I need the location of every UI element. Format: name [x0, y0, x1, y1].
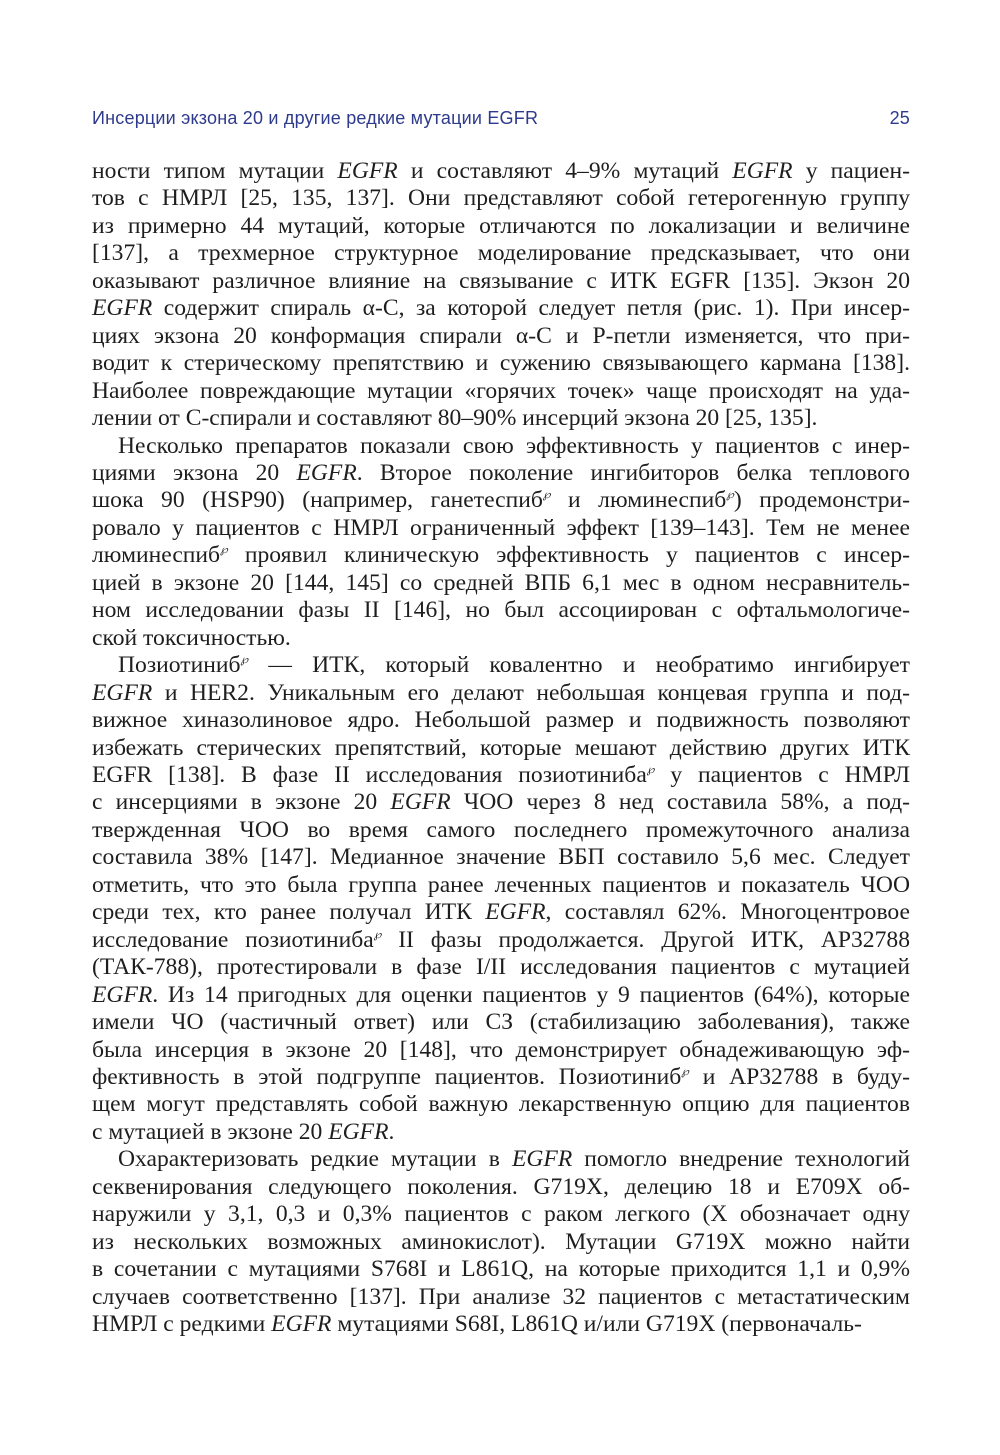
text-line: ном исследовании фазы II [146], но был ассоциирован с офтальмологиче-	[92, 597, 910, 624]
text-line: из примерно 44 мутаций, которые отличаются по локализации и величине	[92, 212, 910, 239]
text-line: с инсерциями в экзоне 20 EGFR ЧОО через 8 нед составила 58%, а под-	[92, 789, 910, 816]
text-line: из нескольких возможных аминокислот). Мутации G719X можно найти	[92, 1228, 910, 1255]
page-number: 25	[889, 108, 910, 128]
paragraph	[92, 1146, 910, 1338]
text-line: наружили у 3,1, 0,3 и 0,3% пациентов с раком легкого (Х обозначает одну	[92, 1201, 910, 1228]
text-line: EGFR. Из 14 пригодных для оценки пациентов у 9 пациентов (64%), которые	[92, 981, 910, 1008]
text-line: циях экзона 20 конформация спирали α-С и Р-петли изменяется, что при-	[92, 322, 910, 349]
text-line: с мутацией в экзоне 20 EGFR.	[92, 1118, 395, 1145]
text-line: ской токсичностью.	[92, 624, 291, 651]
text-line: была инсерция в экзоне 20 [148], что демонстрирует обнадеживающую эф-	[92, 1036, 910, 1063]
text-line: составила 38% [147]. Медианное значение ВБП составило 5,6 мес. Следует	[92, 844, 910, 871]
text-line: водит к стерическому препятствию и сужению связывающего кармана [138].	[92, 350, 910, 377]
text-line: секвенирования следующего поколения. G719X, делецию 18 и E709X об-	[92, 1173, 910, 1200]
text-line: EGFR и HER2. Уникальным его делают небольшая концевая группа и под-	[92, 679, 910, 706]
text-line: люминеспиб℘ проявил клиническую эффективность у пациентов с инсер-	[92, 542, 910, 569]
text-line: EGFR [138]. В фазе II исследования позиотиниба℘ у пациентов с НМРЛ	[92, 761, 910, 788]
text-line: в сочетании с мутациями S768I и L861Q, на которые приходится 1,1 и 0,9%	[92, 1256, 910, 1283]
text-line: циями экзона 20 EGFR. Второе поколение ингибиторов белка теплового	[92, 459, 910, 486]
body-text	[92, 158, 910, 1338]
text-line: лении от С-спирали и составляют 80–90% инсерций экзона 20 [25, 135].	[92, 405, 818, 432]
text-line: твержденная ЧОО во время самого последнего промежуточного анализа	[92, 816, 910, 843]
text-line: имели ЧО (частичный ответ) или СЗ (стабилизацию заболевания), также	[92, 1009, 910, 1036]
text-line: фективность в этой подгруппе пациентов. Позиотиниб℘ и АР32788 в буду-	[92, 1063, 910, 1090]
running-header	[92, 108, 910, 136]
text-line: щем могут представлять собой важную лекарственную опцию для пациентов	[92, 1091, 910, 1118]
text-line: цией в экзоне 20 [144, 145] со средней ВПБ 6,1 мес в одном несравнитель-	[92, 569, 910, 596]
text-line: ровало у пациентов с НМРЛ ограниченный эффект [139–143]. Тем не менее	[92, 514, 910, 541]
text-line: случаев соответственно [137]. При анализе 32 пациентов с метастатическим	[92, 1283, 910, 1310]
text-line: Несколько препаратов показали свою эффективность у пациентов с инер-	[118, 432, 910, 459]
text-line: среди тех, кто ранее получал ИТК EGFR, составлял 62%. Многоцентровое	[92, 899, 910, 926]
text-line: шока 90 (HSP90) (например, ганетеспиб℘ и люминеспиб℘) продемонстри-	[92, 487, 911, 514]
text-line: избежать стерических препятствий, которые мешают действию других ИТК	[92, 734, 910, 761]
text-line: исследование позиотиниба℘ II фазы продолжается. Другой ИТК, АР32788	[92, 926, 910, 953]
text-line: отметить, что это была группа ранее леченных пациентов и показатель ЧОО	[92, 871, 910, 898]
text-line: ности типом мутации EGFR и составляют 4–9% мутаций EGFR у пациен-	[92, 158, 910, 184]
text-line: (ТАК-788), протестировали в фазе I/II исследования пациентов с мутацией	[92, 954, 910, 981]
text-line: EGFR содержит спираль α-С, за которой следует петля (рис. 1). При инсер-	[92, 295, 910, 322]
paragraph	[92, 158, 910, 433]
text-line: вижное хиназолиновое ядро. Небольшой размер и подвижность позволяют	[92, 707, 910, 734]
text-line: тов с НМРЛ [25, 135, 137]. Они представляют собой гетерогенную группу	[92, 185, 910, 212]
running-header-title: Инсерции экзона 20 и другие редкие мутации EGFR	[92, 108, 539, 128]
paragraph	[92, 433, 910, 653]
paragraph	[92, 652, 910, 1146]
text-line: оказывают различное влияние на связывание с ИТК EGFR [135]. Экзон 20	[92, 267, 910, 294]
text-line: [137], а трехмерное структурное моделирование предсказывает, что они	[92, 240, 910, 267]
text-line: Охарактеризовать редкие мутации в EGFR помогло внедрение технологий	[118, 1146, 910, 1173]
text-line: НМРЛ с редкими EGFR мутациями S68I, L861Q и/или G719X (первоначаль-	[92, 1311, 862, 1338]
text-line: Наиболее повреждающие мутации «горячих точек» чаще происходят на уда-	[92, 377, 910, 404]
text-line: Позиотиниб℘ — ИТК, который ковалентно и необратимо ингибирует	[118, 652, 910, 679]
